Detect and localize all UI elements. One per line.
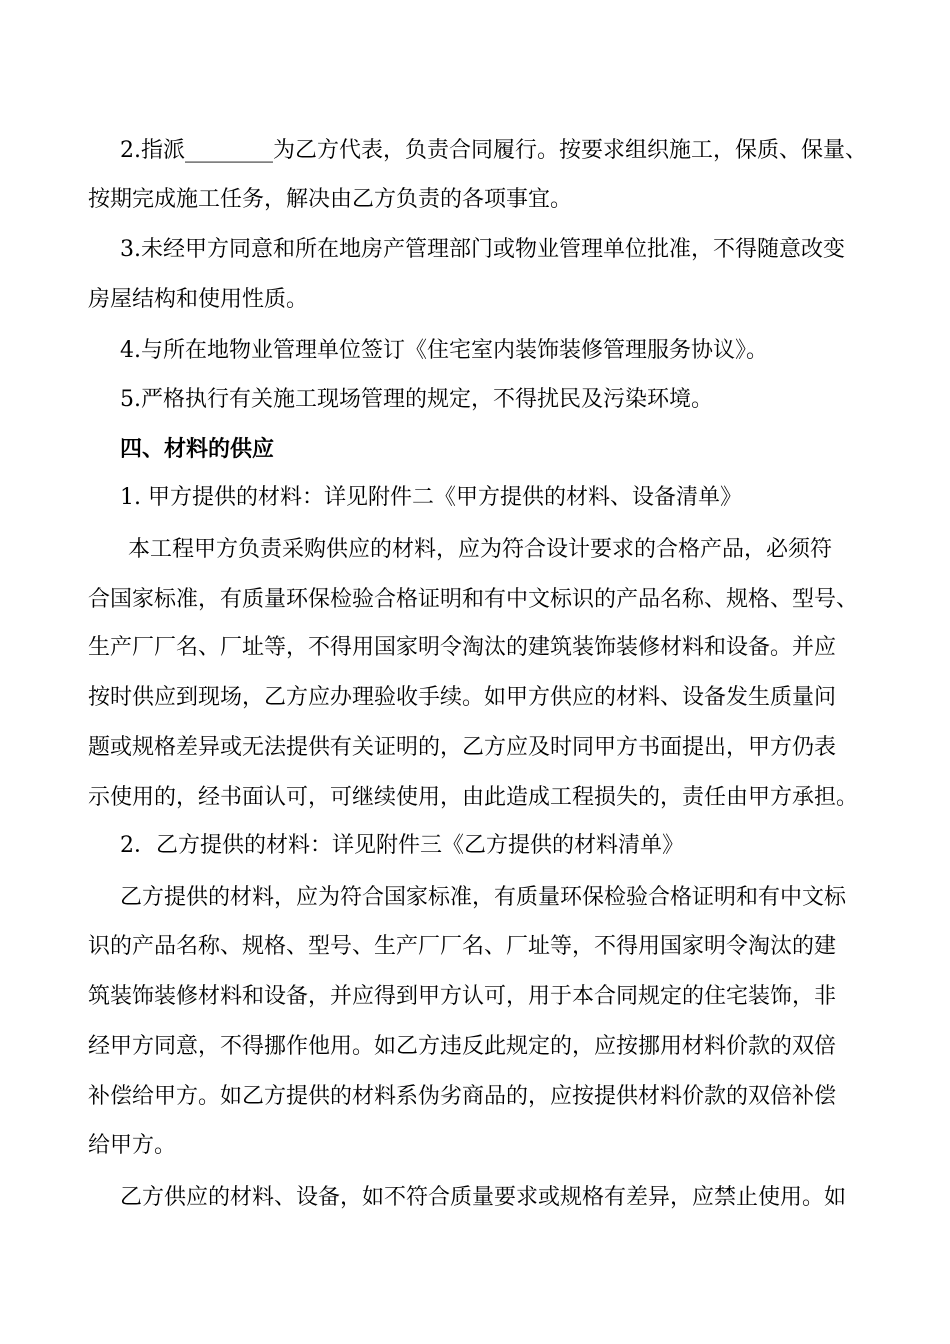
paragraph-line: 合国家标准，有质量环保检验合格证明和有中文标识的产品名称、规格、型号、: [88, 587, 859, 612]
paragraph-line: 示使用的，经书面认可，可继续使用，由此造成工程损失的，责任由甲方承担。: [88, 785, 859, 810]
paragraph-line: 经甲方同意，不得挪作他用。如乙方违反此规定的，应按挪用材料价款的双倍: [88, 1034, 837, 1059]
paragraph-line: 生产厂厂名、厂址等，不得用国家明令淘汰的建筑装饰装修材料和设备。并应: [88, 635, 837, 660]
paragraph-line: 房屋结构和使用性质。: [88, 287, 309, 312]
paragraph-line: 题或规格差异或无法提供有关证明的，乙方应及时同甲方书面提出，甲方仍表: [88, 735, 837, 760]
paragraph-line: 补偿给甲方。如乙方提供的材料系伪劣商品的，应按提供材料价款的双倍补偿: [88, 1084, 837, 1109]
paragraph-line: 识的产品名称、规格、型号、生产厂厂名、厂址等，不得用国家明令淘汰的建: [88, 934, 837, 959]
paragraph-line: 乙方提供的材料，应为符合国家标准，有质量环保检验合格证明和有中文标: [120, 885, 847, 910]
paragraph-line: 5.严格执行有关施工现场管理的规定，不得扰民及污染环境。: [120, 387, 713, 412]
paragraph-line: 按期完成施工任务，解决由乙方负责的各项事宜。: [88, 187, 573, 212]
paragraph-line: 乙方供应的材料、设备，如不符合质量要求或规格有差异，应禁止使用。如: [120, 1185, 847, 1210]
paragraph-line: 3.未经甲方同意和所在地房产管理部门或物业管理单位批准，不得随意改变: [120, 237, 845, 262]
paragraph-line: 给甲方。: [88, 1133, 177, 1158]
subsection-heading: 2．乙方提供的材料：详见附件三《乙方提供的材料清单》: [120, 833, 684, 858]
paragraph-line: 本工程甲方负责采购供应的材料，应为符合设计要求的合格产品，必须符: [128, 537, 833, 562]
paragraph-line: 按时供应到现场，乙方应办理验收手续。如甲方供应的材料、设备发生质量问: [88, 685, 837, 710]
subsection-heading: 1. 甲方提供的材料：详见附件二《甲方提供的材料、设备清单》: [120, 485, 742, 510]
paragraph-line: 筑装饰装修材料和设备，并应得到甲方认可，用于本合同规定的住宅装饰，非: [88, 984, 837, 1009]
paragraph-line: 4.与所在地物业管理单位签订《住宅室内装饰装修管理服务协议》。: [120, 338, 768, 363]
paragraph-line: 2.指派________为乙方代表，负责合同履行。按要求组织施工，保质、保量、: [120, 138, 867, 163]
section-heading: 四、材料的供应: [120, 436, 275, 462]
